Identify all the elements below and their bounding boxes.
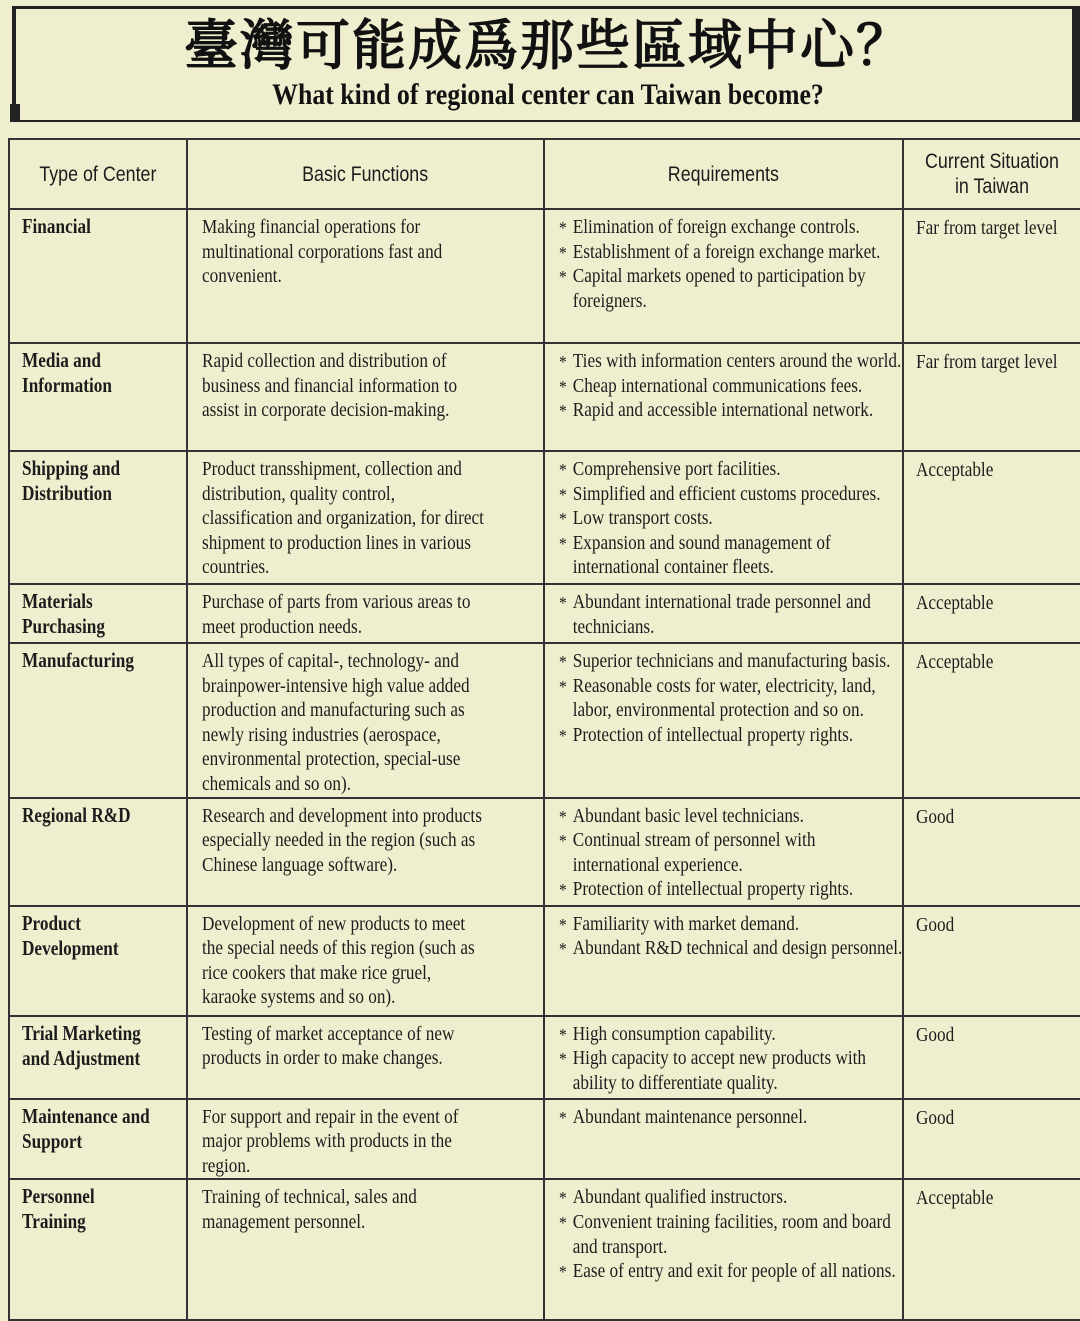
- requirements-list: [559, 215, 896, 313]
- basic-functions: Purchase of parts from various areas to meet production needs.: [202, 591, 471, 638]
- center-type-cell: [9, 798, 187, 906]
- bullet-asterisk-icon: *: [559, 352, 567, 372]
- requirement-item: [559, 215, 903, 240]
- requirements-cell: [544, 798, 903, 906]
- requirement-item: [559, 1259, 903, 1284]
- column-header-type: Type of Center: [9, 139, 187, 209]
- current-situation: Good: [916, 1106, 955, 1129]
- requirements-list: [559, 912, 903, 961]
- table-row: [9, 209, 1080, 343]
- requirements-cell: [544, 1099, 903, 1180]
- table-header-row: [9, 139, 1080, 209]
- current-situation-cell: [903, 343, 1080, 451]
- current-situation: Far from target level: [916, 217, 1058, 239]
- basic-functions-cell: [187, 798, 544, 906]
- table-row: [9, 1016, 1080, 1099]
- bullet-asterisk-icon: *: [559, 1049, 567, 1070]
- bullet-asterisk-icon: *: [559, 806, 567, 827]
- table-row: [9, 798, 1080, 906]
- bullet-asterisk-icon: *: [559, 593, 567, 613]
- requirements-list: [559, 349, 902, 423]
- current-situation-cell: [903, 1099, 1080, 1180]
- basic-functions: Research and development into products especially needed in the region (such as Chinese language software).: [202, 804, 482, 876]
- current-situation: Acceptable: [916, 459, 994, 481]
- bullet-asterisk-icon: *: [559, 1107, 567, 1128]
- requirements-cell: [544, 643, 903, 798]
- bullet-asterisk-icon: *: [559, 880, 567, 901]
- requirement-text: Abundant maintenance personnel.: [572, 1105, 808, 1128]
- basic-functions: Testing of market acceptance of new products in order to make changes.: [202, 1022, 455, 1070]
- bullet-asterisk-icon: *: [559, 1262, 567, 1283]
- bullet-asterisk-icon: *: [559, 676, 567, 697]
- requirement-text: Cheap international communications fees.: [572, 374, 863, 397]
- requirement-item: [559, 590, 903, 639]
- center-type-cell: [9, 1016, 187, 1099]
- current-situation-cell: [903, 643, 1080, 798]
- current-situation: Acceptable: [916, 592, 994, 614]
- table-row: [9, 584, 1080, 643]
- table-row: [9, 1099, 1080, 1180]
- current-situation: Acceptable: [916, 1187, 994, 1210]
- center-type: Materials Purchasing: [22, 589, 105, 638]
- requirements-list: [559, 649, 896, 747]
- requirement-item: [559, 674, 903, 723]
- requirement-text: Abundant qualified instructors.: [572, 1186, 788, 1209]
- title-chinese: 臺灣可能成爲那些區域中心？: [184, 13, 912, 77]
- current-situation-cell: [903, 451, 1080, 584]
- center-type: Maintenance and Support: [22, 1103, 150, 1153]
- requirement-item: [559, 374, 903, 399]
- requirements-cell: [544, 451, 903, 584]
- requirement-text: Expansion and sound management of international container fleets.: [572, 531, 831, 579]
- requirement-item: [559, 828, 903, 877]
- requirements-cell: [544, 1016, 903, 1099]
- basic-functions-cell: [187, 343, 544, 451]
- table-row: [9, 343, 1080, 451]
- center-type: Manufacturing: [22, 648, 134, 672]
- requirement-item: [559, 936, 903, 961]
- page-header: [12, 6, 1080, 118]
- requirements-cell: [544, 343, 903, 451]
- requirement-item: [559, 457, 903, 482]
- bullet-asterisk-icon: *: [559, 242, 567, 263]
- column-header-requirements: Requirements: [544, 139, 903, 209]
- current-situation: Good: [916, 805, 955, 828]
- requirements-list: [559, 1185, 896, 1283]
- current-situation: Acceptable: [916, 651, 994, 673]
- requirements-cell: [544, 1179, 903, 1320]
- requirement-text: Simplified and efficient customs procedures.: [572, 482, 881, 505]
- requirement-item: [559, 1022, 903, 1047]
- bullet-asterisk-icon: *: [559, 1212, 567, 1233]
- requirement-text: Establishment of a foreign exchange market.: [572, 240, 881, 263]
- requirement-text: High capacity to accept new products with ability to differentiate quality.: [572, 1047, 867, 1094]
- current-situation-cell: [903, 1016, 1080, 1099]
- requirement-text: Abundant international trade personnel and technicians.: [572, 591, 871, 638]
- center-type: Media and Information: [22, 348, 112, 397]
- requirement-text: Ease of entry and exit for people of all nations.: [572, 1260, 896, 1283]
- basic-functions: For support and repair in the event of major problems with products in the region.: [202, 1105, 459, 1177]
- requirements-cell: [544, 584, 903, 643]
- table-row: [9, 1179, 1080, 1320]
- bullet-asterisk-icon: *: [559, 914, 567, 935]
- requirements-list: [559, 1022, 896, 1096]
- table-row: [9, 451, 1080, 584]
- basic-functions-cell: [187, 1016, 544, 1099]
- bullet-asterisk-icon: *: [559, 1188, 567, 1209]
- bullet-asterisk-icon: *: [559, 484, 567, 505]
- requirements-cell: [544, 209, 903, 343]
- center-type: Product Development: [22, 910, 119, 960]
- bullet-asterisk-icon: *: [559, 267, 567, 288]
- requirement-text: Ties with information centers around the world.: [572, 350, 902, 372]
- bullet-asterisk-icon: *: [559, 460, 567, 480]
- requirement-item: [559, 912, 903, 937]
- requirement-item: [559, 1105, 903, 1130]
- basic-functions: Training of technical, sales and management personnel.: [202, 1186, 417, 1233]
- requirement-item: [559, 723, 903, 748]
- center-type-cell: [9, 643, 187, 798]
- bullet-asterisk-icon: *: [559, 376, 567, 397]
- basic-functions: Development of new products to meet the special needs of this region (such as rice cookers that make rice gruel, karaoke systems and so on).: [202, 912, 475, 1009]
- center-type-cell: [9, 209, 187, 343]
- bullet-asterisk-icon: *: [559, 831, 567, 852]
- corner-mark-right: [1072, 6, 1080, 121]
- basic-functions-cell: [187, 1099, 544, 1180]
- current-situation-cell: [903, 1179, 1080, 1320]
- bullet-asterisk-icon: *: [559, 652, 567, 672]
- requirements-cell: [544, 906, 903, 1016]
- center-type-cell: [9, 1179, 187, 1320]
- requirement-text: Low transport costs.: [572, 507, 713, 530]
- requirement-text: Capital markets opened to participation by foreigners.: [572, 265, 866, 312]
- requirement-text: Comprehensive port facilities.: [572, 458, 781, 480]
- basic-functions: All types of capital-, technology- and brainpower-intensive high value added production and manufacturing such as newly rising industries (aerospace, environmental protection, special-use chemicals and so on).: [202, 650, 470, 795]
- requirement-text: Abundant basic level technicians.: [572, 804, 804, 827]
- requirement-item: [559, 804, 903, 829]
- requirement-item: [559, 506, 903, 531]
- bullet-asterisk-icon: *: [559, 509, 567, 530]
- basic-functions-cell: [187, 451, 544, 584]
- requirement-item: [559, 482, 903, 507]
- requirement-item: [559, 1046, 903, 1095]
- bullet-asterisk-icon: *: [559, 218, 567, 238]
- basic-functions: Making financial operations for multinational corporations fast and convenient.: [202, 216, 443, 288]
- column-header-situation: Current Situation in Taiwan: [903, 139, 1080, 209]
- regional-center-table: [8, 138, 1080, 1321]
- basic-functions-cell: [187, 584, 544, 643]
- current-situation-cell: [903, 906, 1080, 1016]
- requirement-item: [559, 264, 903, 313]
- requirement-text: Protection of intellectual property rights.: [572, 878, 854, 901]
- requirement-item: [559, 1210, 903, 1259]
- requirement-text: Rapid and accessible international network.: [572, 399, 874, 422]
- table-row: [9, 643, 1080, 798]
- requirement-item: [559, 877, 903, 902]
- requirement-text: Elimination of foreign exchange controls.: [572, 216, 860, 238]
- center-type-cell: [9, 1099, 187, 1180]
- center-type: Financial: [22, 214, 91, 238]
- basic-functions-cell: [187, 1179, 544, 1320]
- basic-functions: Product transshipment, collection and distribution, quality control, classification and organization, for direct shipment to production lines in various countries.: [202, 458, 484, 579]
- requirement-text: High consumption capability.: [572, 1022, 776, 1045]
- requirements-list: [559, 590, 896, 639]
- current-situation: Good: [916, 913, 955, 936]
- requirements-list: [559, 457, 896, 580]
- requirement-item: [559, 349, 903, 374]
- table-row: [9, 906, 1080, 1016]
- requirement-item: [559, 398, 903, 423]
- basic-functions: Rapid collection and distribution of business and financial information to assist in corporate decision-making.: [202, 350, 458, 422]
- requirement-item: [559, 240, 903, 265]
- requirement-item: [559, 1185, 903, 1210]
- center-type-cell: [9, 584, 187, 643]
- bullet-asterisk-icon: *: [559, 939, 567, 960]
- center-type: Personnel Training: [22, 1184, 95, 1234]
- center-type: Trial Marketing and Adjustment: [22, 1020, 141, 1070]
- bullet-asterisk-icon: *: [559, 401, 567, 422]
- requirement-text: Convenient training facilities, room and board and transport.: [572, 1210, 891, 1258]
- requirement-item: [559, 531, 903, 580]
- requirement-text: Superior technicians and manufacturing basis.: [572, 650, 891, 672]
- current-situation: Good: [916, 1023, 955, 1046]
- title-english: What kind of regional center can Taiwan become?: [272, 78, 824, 111]
- basic-functions-cell: [187, 643, 544, 798]
- header-rule: [16, 120, 1080, 122]
- center-type: Regional R&D: [22, 802, 131, 827]
- requirement-item: [559, 649, 903, 674]
- basic-functions-cell: [187, 906, 544, 1016]
- requirement-text: Reasonable costs for water, electricity, land, labor, environmental protection and so on.: [572, 674, 876, 722]
- bullet-asterisk-icon: *: [559, 725, 567, 746]
- requirements-list: [559, 804, 896, 902]
- column-header-functions: Basic Functions: [187, 139, 544, 209]
- requirement-text: Familiarity with market demand.: [572, 912, 800, 935]
- center-type-cell: [9, 906, 187, 1016]
- requirement-text: Protection of intellectual property rights.: [572, 723, 854, 746]
- current-situation-cell: [903, 209, 1080, 343]
- requirements-list: [559, 1105, 896, 1130]
- requirement-text: Continual stream of personnel with international experience.: [572, 829, 816, 876]
- bullet-asterisk-icon: *: [559, 533, 567, 554]
- center-type-cell: [9, 451, 187, 584]
- basic-functions-cell: [187, 209, 544, 343]
- bullet-asterisk-icon: *: [559, 1024, 567, 1045]
- current-situation-cell: [903, 798, 1080, 906]
- current-situation: Far from target level: [916, 351, 1058, 373]
- requirement-text: Abundant R&D technical and design personnel.: [572, 937, 903, 960]
- center-type-cell: [9, 343, 187, 451]
- current-situation-cell: [903, 584, 1080, 643]
- center-type: Shipping and Distribution: [22, 456, 121, 505]
